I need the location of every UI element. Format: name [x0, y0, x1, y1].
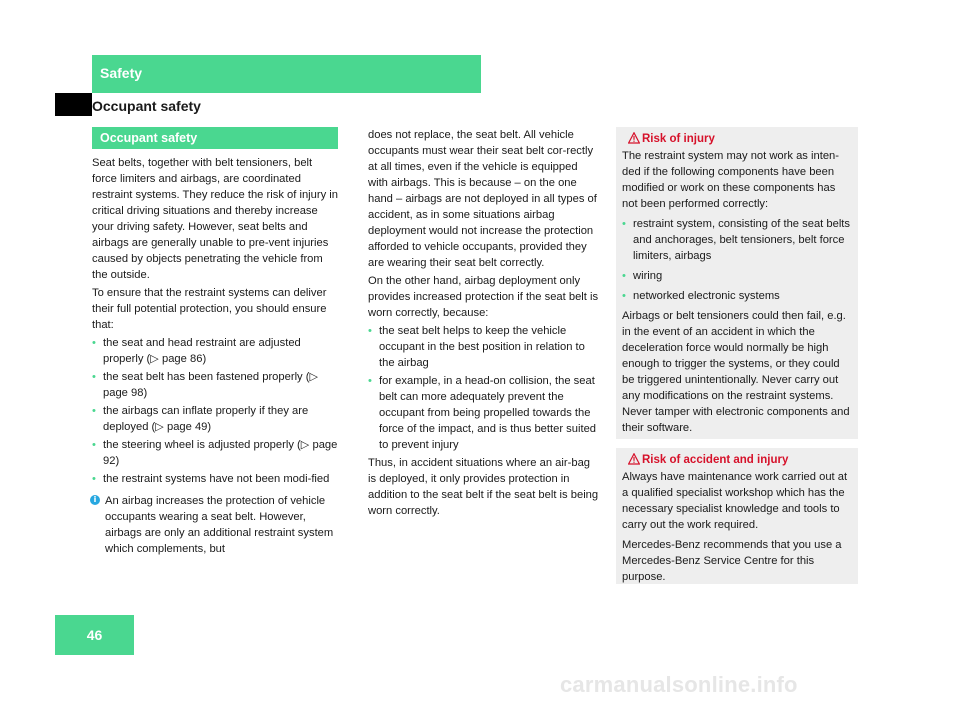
warning-box-injury — [616, 127, 858, 439]
bullet-icon: • — [92, 371, 96, 383]
paragraph: Mercedes-Benz recommends that you use a Mercedes-Benz Service Centre for this purpose. — [622, 539, 842, 583]
warning-title: Risk of accident and injury — [622, 452, 852, 468]
info-icon: i — [90, 495, 100, 505]
chapter-title: Safety — [100, 65, 143, 81]
column-1 — [92, 127, 338, 557]
bullet-icon: • — [622, 218, 626, 230]
paragraph: does not replace, the seat belt. All vehicle occupants must wear their seat belt cor-rectly at all times, even if the vehicle is equipped with airbags. This is because – on the one hand – airbags are not deployed in all types of accident, as in some situations airbag deployment would not increase the protection afforded to vehicle occupants, provided they are wearing their seat belt correctly. — [368, 129, 597, 269]
bullet-icon: • — [368, 325, 372, 337]
warning-box-accident — [616, 448, 858, 584]
list-item: • the airbags can inflate properly if they are deployed (▷ page 49) — [92, 405, 309, 433]
warning-triangle-icon — [628, 132, 640, 144]
page-reference-link[interactable]: page 86 — [161, 353, 203, 365]
page-ref-arrow-icon: ▷ — [309, 371, 319, 383]
paragraph: Airbags or belt tensioners could then fail, e.g. in the event of an accident in which the deceleration force would normally be high enough to trigger the systems, or they could be triggered unintentionally. Never carry out any modifications on the restraint systems. Never tamper with electronic components and their software. — [622, 310, 850, 434]
list-item: • the seat and head restraint are adjusted properly (▷ page 86) — [92, 337, 301, 365]
paragraph: On the other hand, airbag deployment only provides increased protection if the seat belt is worn correctly, because: — [368, 275, 599, 319]
list-item: • wiring — [622, 270, 663, 282]
page-number: 46 — [55, 615, 134, 655]
paragraph: Seat belts, together with belt tensioners, belt force limiters and airbags, are coordinated restraint systems. They reduce the risk of injury in critical driving situations and thereby increase your driving safety. However, seat belts and airbags are generally unable to pre-vent injuries caused by objects penetrating the vehicle from the outside. — [92, 157, 339, 281]
list-item: • networked electronic systems — [622, 290, 780, 302]
bullet-icon: • — [92, 439, 96, 451]
list-item: • the steering wheel is adjusted properly (▷ page 92) — [92, 439, 338, 467]
chapter-tab — [92, 55, 481, 93]
page-ref-arrow-icon: ▷ — [155, 421, 164, 433]
column-2 — [368, 127, 600, 521]
paragraph: Always have maintenance work carried out at a qualified specialist workshop which has the necessary specialist knowledge and tools to carry out the work required. — [622, 471, 848, 531]
warning-triangle-icon — [628, 453, 640, 465]
bullet-icon: • — [92, 473, 96, 485]
section-marker — [55, 93, 92, 116]
list-item: • restraint system, consisting of the seat belts and anchorages, belt tensioners, belt force limiters, airbags — [622, 218, 851, 262]
bullet-icon: • — [92, 337, 96, 349]
paragraph: The restraint system may not work as inten-ded if the following components have been modified or work on these components has not been performed correctly: — [622, 150, 839, 210]
page-reference-link[interactable]: page 92 — [103, 439, 338, 467]
page-ref-arrow-icon: ▷ — [300, 439, 310, 451]
warning-title: Risk of injury — [622, 131, 852, 147]
section-title: Occupant safety — [92, 98, 201, 114]
paragraph: Thus, in accident situations where an air-bag is deployed, it only provides protection in addition to the seat belt if the seat belt is being worn correctly. — [368, 457, 599, 517]
reason-list — [368, 323, 600, 453]
page-reference-link[interactable]: page 98 — [103, 387, 144, 399]
checklist — [92, 335, 338, 487]
list-item: • for example, in a head-on collision, the seat belt can more adequately prevent the occupant from being propelled towards the force of the impact, and is thus better suited to prevent injury — [368, 375, 597, 451]
list-item: • the seat belt has been fastened properly (▷ page 98) — [92, 371, 319, 399]
page-ref-arrow-icon: ▷ — [150, 353, 159, 365]
bullet-icon: • — [368, 375, 372, 387]
section-heading: Occupant safety — [92, 127, 338, 149]
bullet-icon: • — [622, 270, 626, 282]
page-reference-link[interactable]: page 49 — [166, 421, 208, 433]
list-item: • the seat belt helps to keep the vehicle occupant in the best position in relation to the airbag — [368, 325, 585, 369]
watermark: carmanualsonline.info — [560, 672, 798, 697]
paragraph: To ensure that the restraint systems can deliver their full potential protection, you should ensure that: — [92, 287, 327, 331]
component-list — [622, 216, 852, 304]
info-note — [92, 493, 338, 557]
list-item: • the restraint systems have not been modi-fied — [92, 473, 330, 485]
bullet-icon: • — [622, 290, 626, 302]
info-note-text: An airbag increases the protection of vehicle occupants wearing a seat belt. However, airbags are only an additional restraint system which complements, but — [105, 495, 334, 555]
bullet-icon: • — [92, 405, 96, 417]
